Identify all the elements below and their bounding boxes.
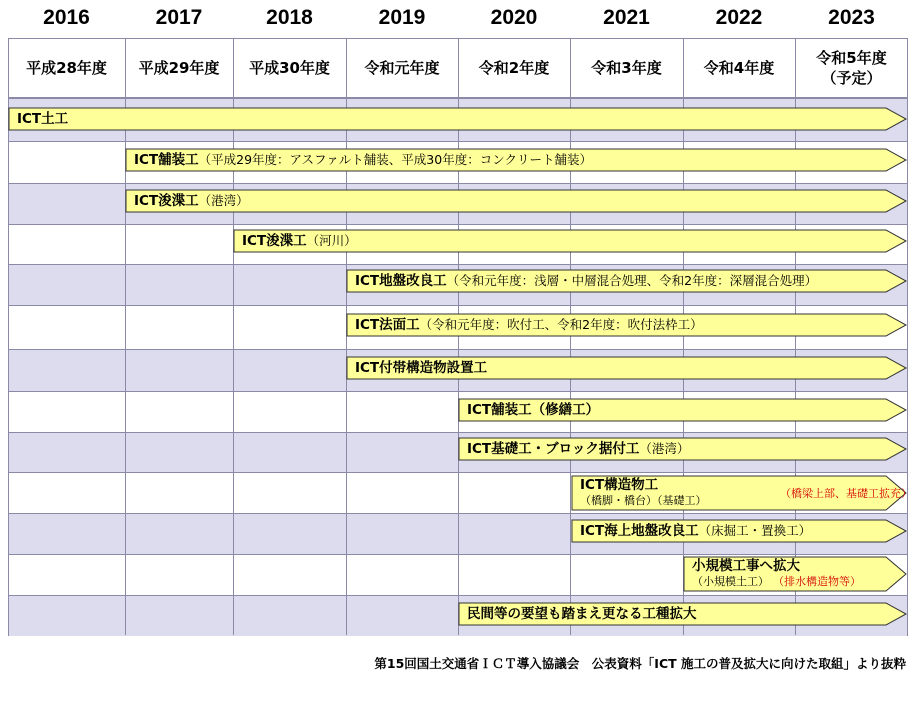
note-drainage-structures: （排水構造物等）: [773, 575, 861, 588]
year-2020: 2020: [490, 6, 538, 29]
note-bridge-expansion: （橋梁上部、基礎工拡充）: [780, 487, 912, 500]
year-2023: 2023: [828, 6, 875, 29]
year-2019: 2019: [378, 6, 426, 29]
bar-ict-earthwork: ICT土工: [9, 108, 906, 130]
era-label-r1: 令和元年度: [364, 59, 440, 77]
bar-ict-structures: ICT構造物工 （橋脚・橋台）（基礎工）: [572, 476, 906, 510]
bar-ict-paving-repair: ICT舗装工（修繕工）: [459, 399, 906, 421]
bar-ict-foundation-block: ICT基礎工・ブロック据付工（港湾）: [459, 438, 906, 460]
bar-ict-dredging-river: ICT浚渫工（河川）: [234, 230, 906, 252]
era-label-r3: 令和3年度: [591, 59, 662, 77]
year-2017: 2017: [155, 6, 203, 29]
era-label-r5: 令和5年度 （予定）: [816, 49, 887, 87]
year-2022: 2022: [715, 6, 763, 29]
bar-ict-slope-work: ICT法面工（令和元年度：吹付工、令和2年度：吹付法枠工）: [347, 314, 906, 336]
bar-ict-paving: ICT舗装工（平成29年度：アスファルト舗装、平成30年度：コンクリート舗装）: [126, 149, 906, 171]
era-label-r2: 令和2年度: [478, 59, 550, 77]
year-2018: 2018: [266, 6, 313, 29]
era-label-h29: 平成29年度: [138, 59, 220, 77]
bar-ict-ancillary-structures: ICT付帯構造物設置工: [347, 357, 906, 379]
bar-ict-ground-improvement: ICT地盤改良工（令和元年度：浅層・中層混合処理、令和2年度：深層混合処理）: [347, 270, 906, 292]
bar-arrow-shape: [9, 108, 906, 130]
bar-small-scale-expansion: 小規模工事へ拡大 （小規模土工）: [684, 557, 906, 591]
bar-further-expansion: 民間等の要望も踏まえ更なる工種拡大: [459, 603, 906, 625]
bar-ict-marine-ground: ICT海上地盤改良工（床掘工・置換工）: [572, 520, 906, 542]
year-2021: 2021: [603, 6, 650, 29]
year-2016: 2016: [43, 6, 90, 29]
era-label-r4: 令和4年度: [703, 59, 775, 77]
era-label-h28: 平成28年度: [26, 59, 107, 77]
source-caption: 第15回国土交通省ＩＣＴ導入協議会 公表資料「ICT 施工の普及拡大に向けた取組」より抜粋: [374, 656, 906, 671]
era-label-h30: 平成30年度: [249, 59, 330, 77]
bar-ict-dredging-port: ICT浚渫工（港湾）: [126, 190, 906, 212]
